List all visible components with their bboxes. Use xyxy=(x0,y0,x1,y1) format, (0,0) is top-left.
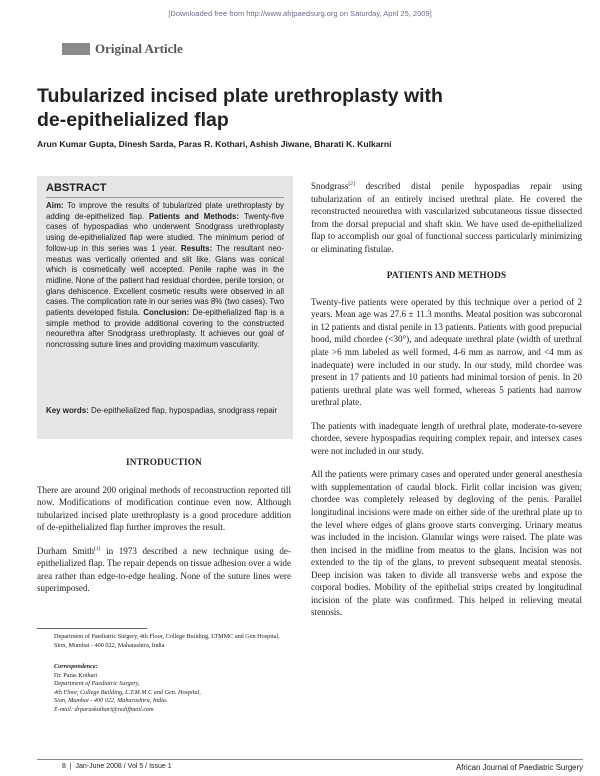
introduction-heading: INTRODUCTION xyxy=(126,457,202,467)
left-column xyxy=(37,456,291,595)
article-type xyxy=(62,40,183,58)
article-type-bar xyxy=(62,43,90,55)
issue-info: Jan-June 2008 / Vol 5 / Issue 1 xyxy=(75,763,172,770)
intro-paragraph-2: Durham Smith[1] in 1973 described a new technique using de-epithelialized flap. The repair depends on tissue adhesion over a wide area rather than edge-to-edge healing. None of the suture lines were superimposed. xyxy=(37,545,291,594)
abstract-heading: ABSTRACT xyxy=(46,182,107,194)
abstract-divider xyxy=(46,197,284,198)
article-title: Tubularized incised plate urethroplasty with de-epithelialized flap xyxy=(37,85,443,131)
page-number: 8 xyxy=(62,763,66,770)
footnote-divider xyxy=(37,628,147,629)
intro-paragraph-1: There are around 200 original methods of reconstruction reported till now. Modifications of modification continue even now. Although tubularized incised plate urethroplasty is a good procedure addition of de-epithelialized flap further improves the result. xyxy=(37,484,291,533)
journal-name: African Journal of Paediatric Surgery xyxy=(456,763,583,772)
footer-page-issue: 8 | Jan-June 2008 / Vol 5 / Issue 1 xyxy=(62,763,172,770)
right-column xyxy=(311,180,582,619)
keywords: Key words: De-epithelialized flap, hypospadias, snodgrass repair xyxy=(46,406,278,415)
methods-paragraph-2: The patients with inadequate length of urethral plate, moderate-to-severe chordee, severe hypospadias requiring complex repair, and intersex cases were not included in our study. xyxy=(311,420,582,456)
abstract-text: Aim: To improve the results of tubularized plate urethroplasty by adding de-epithelized flap. Patients and Methods: Twenty-five cases of hypospadias who underwent Snodgrass urethroplasty using de-epithelialized flap were studied. The minimum period of follow-up in this series was 1 year. Results: The resultant neo-meatus was vertically oriented and slit like. Glans was conical which is cosmetically well accepted. Penile raphe was in the midline. None of the patient had residual chordee, penile torsion, or glans dehiscence. Excellent cosmetic results were observed in all cases. The complication rate in our series was 8% (two cases). Two patients developed fistula. Conclusion: De-epithelialized flap is a simple method to provide additional covering to the constructed neourethra after Snodgrass urethroplasty. It achieves our goal of noncrossing suture lines and providing maximum vascularity. xyxy=(46,201,284,350)
right-paragraph-1: Snodgrass[2] described distal penile hypospadias repair using tubularization of an entirely incised urethral plate. He covered the reconstructed neourethra with vascularized subcutaneous tissue dissected from the dorsal prepucial and shaft skin. We have used de-epithelialized flap to accomplish our goal of functional success particularly minimizing or eliminating fistulae. xyxy=(311,180,582,254)
methods-paragraph-1: Twenty-five patients were operated by this technique over a period of 2 years. Mean age was 27.6 ± 11.3 months. Meatal position was subcoronal in 12 patients and distal penile in 13 patients. Patients with good prepucial hood, mild chordee (<30°), and adequate urethral plate (width of urethral plate >6 mm labeled as well formed, 4-6 mm as narrow, and <4 mm as inadequate) were included in our study. In our study, mild chordee was present in 17 patients and 10 patients had minimal torsion of penis. In 20 patients urethral plate was well formed, whereas 5 patients had narrow urethral plate. xyxy=(311,296,582,408)
authors: Arun Kumar Gupta, Dinesh Sarda, Paras R. Kothari, Ashish Jiwane, Bharati K. Kulkarni xyxy=(37,139,392,149)
download-note: [Downloaded free from http://www.afrjpaedsurg.org on Saturday, April 25, 2009] xyxy=(168,9,432,18)
article-type-label: Original Article xyxy=(95,41,183,56)
methods-heading: PATIENTS AND METHODS xyxy=(386,270,507,281)
affiliation-footnote: Department of Paediatric Surgery, 4th Floor, College Building, LTMMC and Gen Hospital, Sion, Mumbai - 400 022, Maharashtra, India xyxy=(54,633,280,649)
correspondence-footnote: Correspondence: Dr. Paras Kothari Department of Paediatric Surgery, 4th Floor, College Building, L.T.M.M.C and Gen. Hospital, Sion, Mumbai - 400 022, Maharashtra, India. E-mail: drparaskothari@rediffmail.com xyxy=(54,663,201,713)
footer-divider xyxy=(37,759,583,760)
methods-paragraph-3: All the patients were primary cases and operated under general anesthesia with supplementation of caudal block. Firlit collar incision was given; chordee was completely released by degloving of the penis. Parallel longitudinal incisions were made on either side of the urethral plate up to the level where edges of glans groove starts converging. Urinary meatus was included in the incision. Glanular wings were raised. The plate was then incised in the midline from meatus to the glans. Incision was not extended to the tip of the glans, to prevent subsequent meatal stenosis. Deep incision was taken to divide all transverse webs and expose the corporal bodies. Mobility of the epithelial strips created by longitudinal incision of the plate was confirmed. This helped in relieving meatal stenosis. xyxy=(311,469,582,618)
